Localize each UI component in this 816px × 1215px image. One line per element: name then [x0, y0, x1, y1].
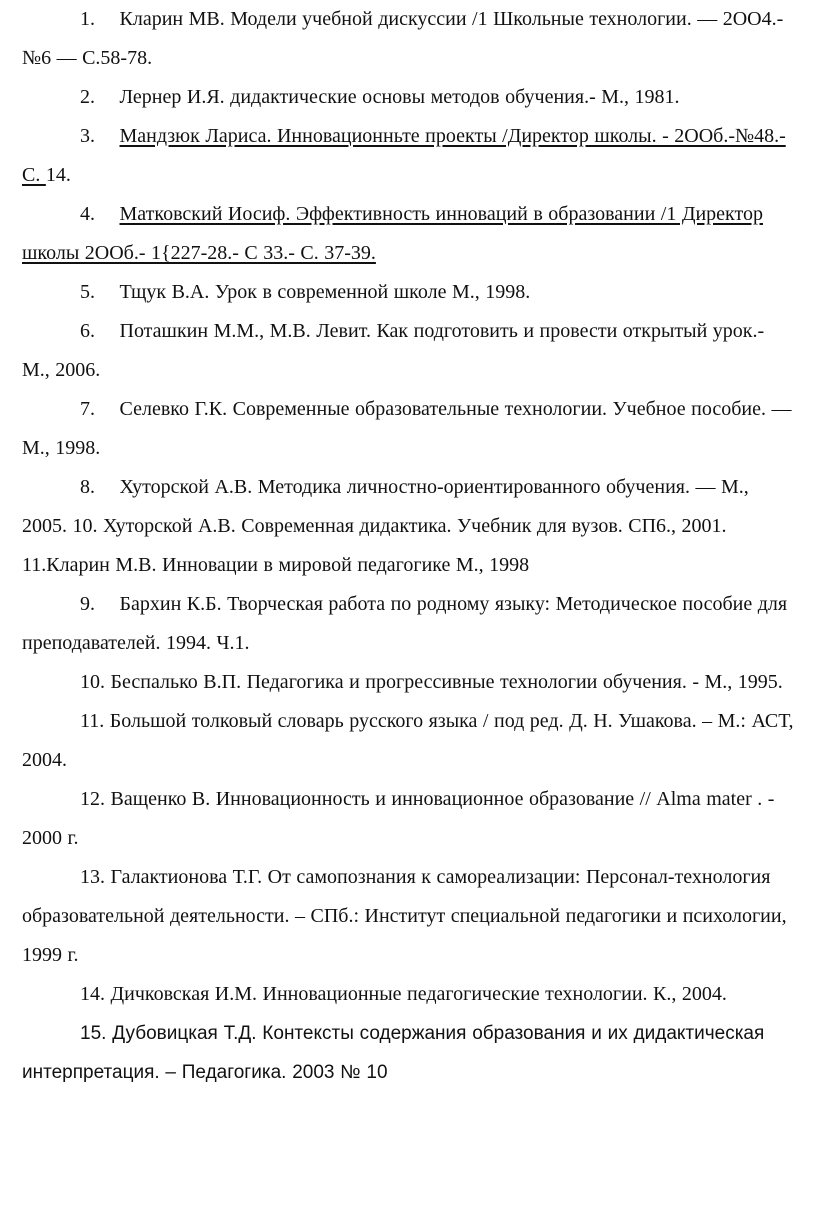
reference-text: Хуторской А.В. Методика личностно-ориентированного обучения. — М., 2005. 10. Хуторской А.В. Современная дидактика. Учебник для вузов. СП6., 2001. 11.Кларин М.В. Инновации в мировой педагогике М., 1998	[22, 476, 749, 576]
reference-item	[22, 117, 794, 195]
reference-text: Лернер И.Я. дидактические основы методов обучения.- М., 1981.	[119, 86, 680, 108]
reference-number: 8.	[80, 476, 95, 498]
reference-text-tail: 14.	[45, 164, 71, 186]
reference-number: 15.	[80, 1023, 107, 1044]
reference-item	[22, 390, 794, 468]
reference-text: Бархин К.Б. Творческая работа по родному языку: Методическое пособие для преподавателей. 1994. Ч.1.	[22, 593, 788, 654]
reference-item	[22, 585, 794, 663]
reference-number: 12.	[80, 788, 105, 810]
reference-text: Дичковская И.М. Инновационные педагогические технологии. К., 2004.	[110, 983, 727, 1005]
reference-item	[22, 975, 794, 1014]
reference-text: Галактионова Т.Г. От самопознания к самореализации: Персонал-технология образовательной деятельности. – СПб.: Институт специальной педагогики и психологии, 1999 г.	[22, 866, 787, 966]
reference-number: 13.	[80, 866, 105, 888]
reference-item	[22, 273, 794, 312]
reference-number: 9.	[80, 593, 95, 615]
reference-number: 11.	[80, 710, 105, 732]
reference-text-underlined: Матковский Иосиф. Эффективность инноваций в образовании /1 Директор школы 2ООб.- 1{227-28.- С 33.- С. 37-39.	[22, 203, 763, 264]
reference-item	[22, 1014, 794, 1092]
reference-text: Беспалько В.П. Педагогика и прогрессивные технологии обучения. - М., 1995.	[110, 671, 783, 693]
reference-number: 2.	[80, 86, 95, 108]
reference-number: 5.	[80, 281, 95, 303]
reference-text: Поташкин М.М., М.В. Левит. Как подготовить и провести открытый урок.- М., 2006.	[22, 320, 765, 381]
reference-text: Ващенко В. Инновационность и инновационное образование // Alma mater . - 2000 г.	[22, 788, 775, 849]
reference-item	[22, 702, 794, 780]
reference-text: Кларин МВ. Модели учебной дискуссии /1 Школьные технологии. — 2ОО4.-№6 — С.58-78.	[22, 8, 784, 69]
reference-item	[22, 858, 794, 975]
reference-text: Тщук В.А. Урок в современной школе М., 1998.	[119, 281, 531, 303]
reference-item	[22, 663, 794, 702]
reference-text: Селевко Г.К. Современные образовательные технологии. Учебное пособие. — М., 1998.	[22, 398, 792, 459]
reference-number: 7.	[80, 398, 95, 420]
reference-number: 14.	[80, 983, 105, 1005]
reference-text-underlined: Мандзюк Лариса. Инновационньте проекты /Директор школы. - 2ООб.-№48.- С.	[22, 125, 786, 186]
reference-item	[22, 78, 794, 117]
reference-item	[22, 0, 794, 78]
reference-text: Дубовицкая Т.Д. Контексты содержания образования и их дидактическая интерпретация. – Педагогика. 2003 № 10	[22, 1023, 765, 1083]
reference-number: 10.	[80, 671, 105, 693]
reference-item	[22, 780, 794, 858]
reference-number: 1.	[80, 8, 95, 30]
reference-text: Большой толковый словарь русского языка / под ред. Д. Н. Ушакова. – М.: АСТ, 2004.	[22, 710, 794, 771]
reference-item	[22, 468, 794, 585]
reference-number: 4.	[80, 203, 95, 225]
reference-item	[22, 195, 794, 273]
reference-number: 6.	[80, 320, 95, 342]
reference-number: 3.	[80, 125, 95, 147]
reference-item	[22, 312, 794, 390]
